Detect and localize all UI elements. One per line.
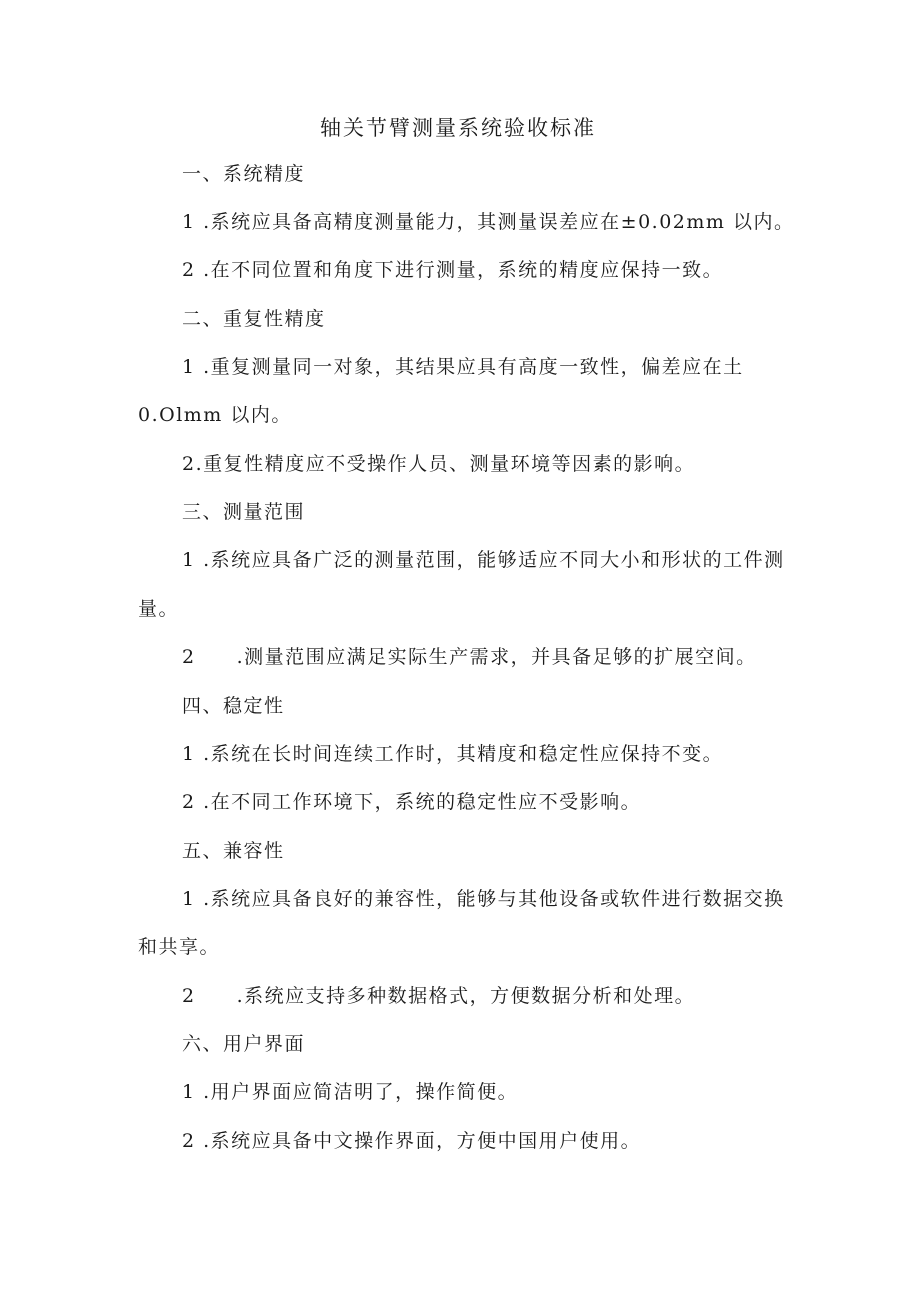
paragraph-continuation: 和共享。 bbox=[138, 936, 221, 958]
paragraph: 2.重复性精度应不受操作人员、测量环境等因素的影响。 bbox=[182, 453, 696, 475]
paragraph: 2 .系统应支持多种数据格式，方便数据分析和处理。 bbox=[182, 985, 696, 1007]
paragraph: 1 .系统应具备广泛的测量范围，能够适应不同大小和形状的工件测 bbox=[182, 549, 785, 571]
paragraph: 1 .系统应具备良好的兼容性，能够与其他设备或软件进行数据交换 bbox=[182, 888, 785, 910]
section-heading-accuracy: 一、系统精度 bbox=[182, 163, 306, 185]
section-heading-user-interface: 六、用户界面 bbox=[182, 1033, 306, 1055]
paragraph: 1 .系统在长时间连续工作时，其精度和稳定性应保持不变。 bbox=[182, 743, 724, 765]
paragraph-continuation: 0.Olmm 以内。 bbox=[138, 404, 292, 426]
paragraph-continuation: 量。 bbox=[138, 598, 180, 620]
paragraph: 2 .系统应具备中文操作界面，方便中国用户使用。 bbox=[182, 1130, 642, 1152]
paragraph: 2 .在不同工作环境下，系统的稳定性应不受影响。 bbox=[182, 791, 642, 813]
document-title: 轴关节臂测量系统验收标准 bbox=[320, 116, 596, 140]
paragraph: 1 .系统应具备高精度测量能力，其测量误差应在±0.02mm 以内。 bbox=[182, 211, 795, 233]
section-heading-compatibility: 五、兼容性 bbox=[182, 840, 285, 862]
paragraph: 2 .在不同位置和角度下进行测量，系统的精度应保持一致。 bbox=[182, 259, 724, 281]
paragraph: 1 .重复测量同一对象，其结果应具有高度一致性，偏差应在土 bbox=[182, 356, 744, 378]
paragraph: 1 .用户界面应简洁明了，操作简便。 bbox=[182, 1081, 519, 1103]
section-heading-stability: 四、稳定性 bbox=[182, 695, 285, 717]
section-heading-range: 三、测量范围 bbox=[182, 501, 306, 523]
section-heading-repeatability: 二、重复性精度 bbox=[182, 308, 326, 330]
paragraph: 2 .测量范围应满足实际生产需求，并具备足够的扩展空间。 bbox=[182, 646, 757, 668]
